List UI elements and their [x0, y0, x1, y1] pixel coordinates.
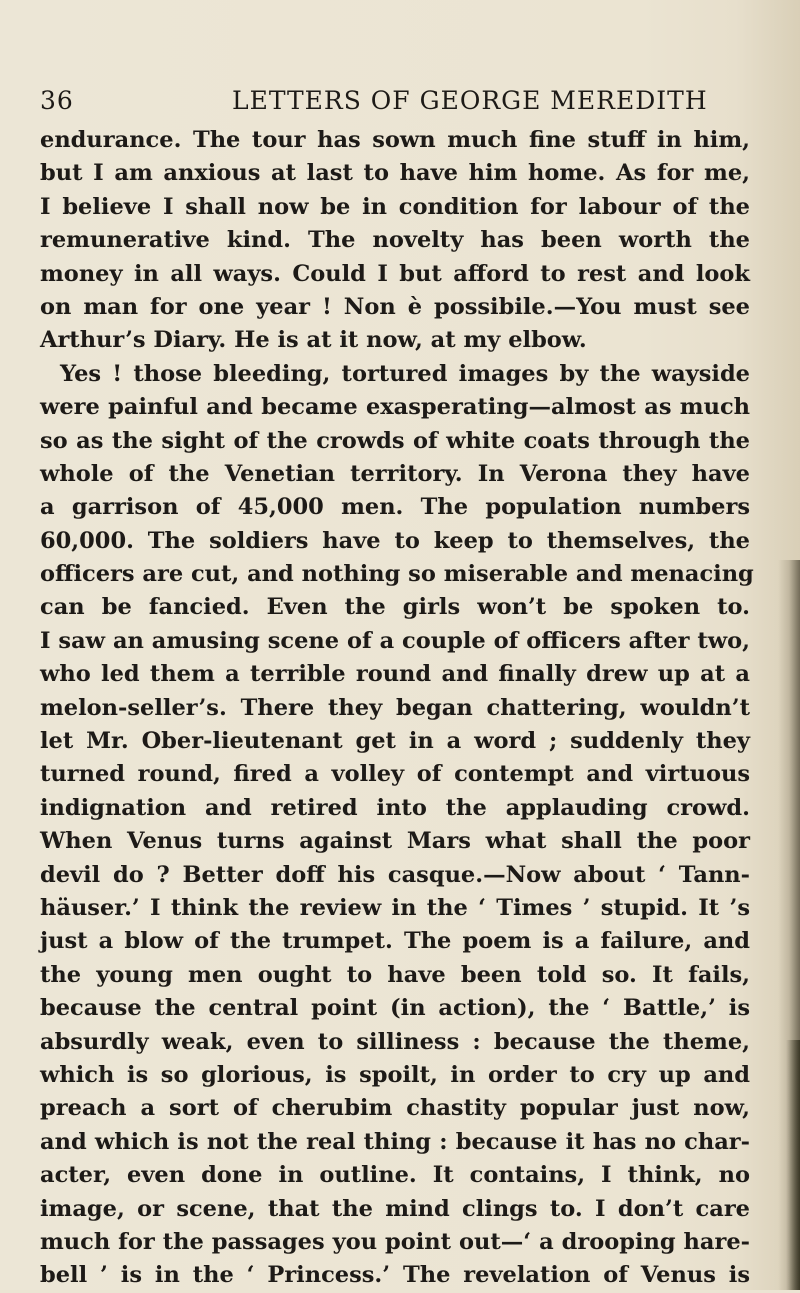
- text-line: which is so glorious, is spoilt, in order to cry up and: [40, 1061, 750, 1088]
- text-line: were painful and became exasperating—almost as much: [40, 394, 750, 421]
- text-line: acter, even done in outline. It contains, I think, no: [40, 1162, 750, 1189]
- text-line: the young men ought to have been told so. It fails,: [40, 961, 750, 988]
- text-line: let Mr. Ober-lieutenant get in a word ; suddenly they: [40, 728, 750, 755]
- text-line: häuser.’ I think the review in the ‘ Times ’ stupid. It ’s: [40, 894, 750, 921]
- text-line: because the central point (in action), the ‘ Battle,’ is: [40, 995, 750, 1022]
- text-line: image, or scene, that the mind clings to. I don’t care: [40, 1195, 750, 1222]
- text-line: but I am anxious at last to have him home. As for me,: [40, 160, 750, 187]
- text-line: absurdly weak, even to silliness : because the theme,: [40, 1028, 750, 1055]
- text-line: officers are cut, and nothing so miserable and menacing: [40, 561, 754, 588]
- text-line: who led them a terrible round and finally drew up at a: [40, 661, 750, 688]
- text-line: whole of the Venetian territory. In Verona they have: [40, 460, 750, 487]
- page-edge-shadow-lower: [786, 1040, 800, 1290]
- page-number: 36: [40, 86, 74, 115]
- text-line: a garrison of 45,000 men. The population numbers: [40, 494, 750, 521]
- page-header: [40, 86, 740, 122]
- text-line: endurance. The tour has sown much fine stuff in him,: [40, 127, 750, 153]
- text-line: Arthur’s Diary. He is at it now, at my elbow.: [40, 327, 587, 354]
- text-line: bell ’ is in the ‘ Princess.’ The revelation of Venus is: [40, 1262, 750, 1289]
- text-line: indignation and retired into the applauding crowd.: [40, 794, 750, 821]
- running-head: LETTERS OF GEORGE MEREDITH: [232, 86, 708, 115]
- text-line: devil do ? Better doff his casque.—Now about ‘ Tann-: [40, 861, 750, 888]
- text-line: 60,000. The soldiers have to keep to themselves, the: [40, 527, 750, 554]
- text-line: I saw an amusing scene of a couple of officers after two,: [40, 627, 750, 654]
- text-line: Yes ! those bleeding, tortured images by the wayside: [60, 360, 750, 387]
- text-line: and which is not the real thing : because it has no char-: [40, 1128, 750, 1155]
- text-line: money in all ways. Could I but afford to rest and look: [40, 260, 750, 287]
- text-line: much for the passages you point out—‘ a drooping hare-: [40, 1228, 750, 1255]
- text-line: preach a sort of cherubim chastity popular just now,: [40, 1095, 750, 1122]
- text-line: When Venus turns against Mars what shall the poor: [40, 828, 750, 855]
- text-line: I believe I shall now be in condition for labour of the: [40, 193, 750, 220]
- text-line: remunerative kind. The novelty has been worth the: [40, 227, 750, 254]
- text-line: just a blow of the trumpet. The poem is a failure, and: [40, 928, 750, 955]
- text-line: melon-seller’s. There they began chattering, wouldn’t: [40, 694, 750, 721]
- body-text: [40, 124, 754, 1293]
- text-line: on man for one year ! Non è possibile.—You must see: [40, 293, 750, 320]
- text-line: can be fancied. Even the girls won’t be spoken to.: [40, 594, 750, 621]
- text-line: so as the sight of the crowds of white coats through the: [40, 427, 750, 454]
- text-line: turned round, fired a volley of contempt and virtuous: [40, 761, 750, 788]
